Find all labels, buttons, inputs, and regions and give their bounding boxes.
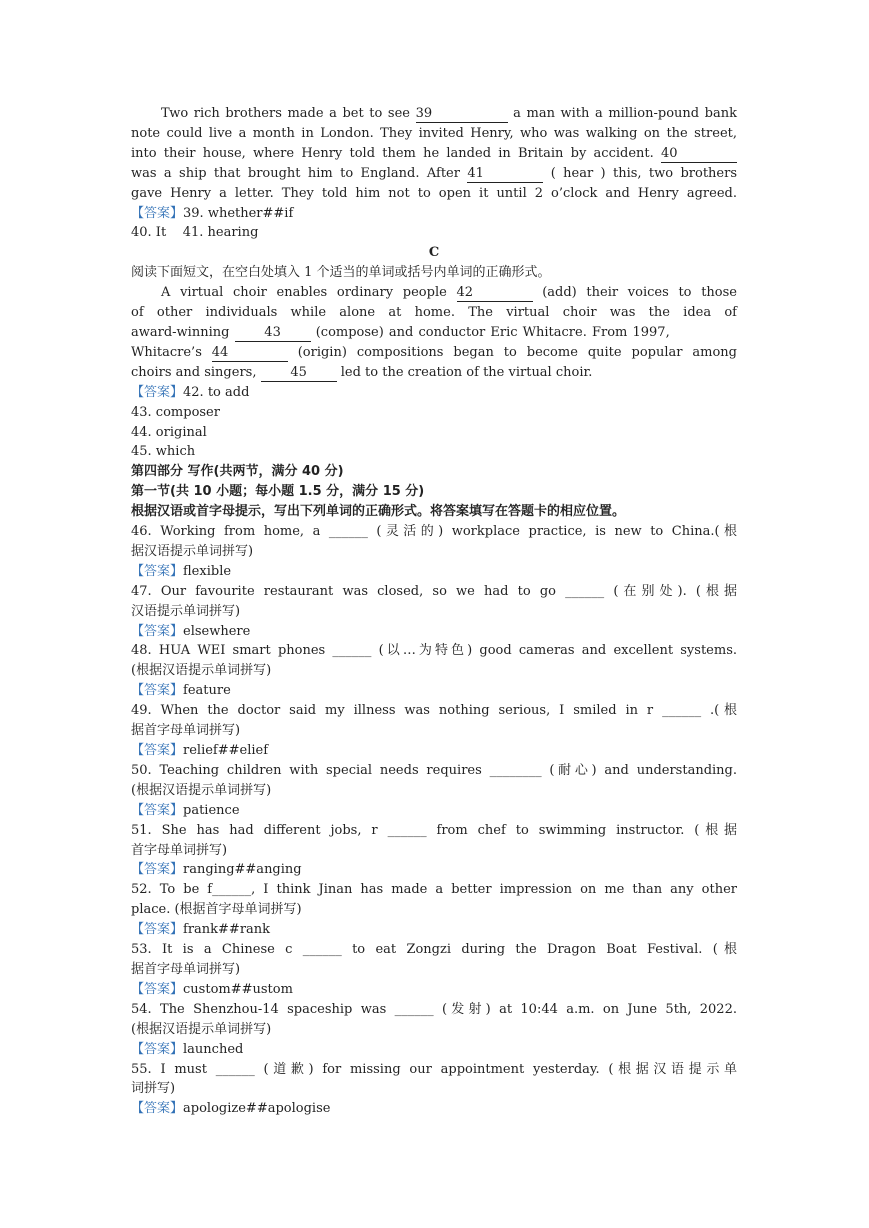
passage-b-line-3 xyxy=(131,144,737,164)
answer-tag: 【答案】 xyxy=(131,802,184,818)
question-item xyxy=(131,582,737,642)
blank-44: 44 xyxy=(212,345,288,362)
answer-line xyxy=(131,860,737,880)
passage-c-line-1 xyxy=(131,283,737,303)
answer-line xyxy=(131,801,737,821)
answer-text: frank##rank xyxy=(183,922,271,938)
section-heading: C xyxy=(428,245,440,261)
answer-text: launched xyxy=(183,1041,244,1057)
text: ( hear ) this, two brothers xyxy=(543,165,738,181)
answer-line: 44. original xyxy=(131,424,207,440)
section-instruction: 根据汉语或首字母提示，写出下列单词的正确形式。将答案填写在答题卡的相应位置。 xyxy=(131,504,626,520)
answer-text: ranging##anging xyxy=(183,862,302,878)
text: was a ship that brought him to England. After xyxy=(131,165,468,181)
question-text: (根据汉语提示单词拼写) xyxy=(131,782,272,798)
question-item xyxy=(131,1060,737,1120)
blank-45: 45 xyxy=(261,365,337,382)
passage-c-line-5 xyxy=(131,363,737,383)
blank-40: 40 xyxy=(661,146,737,163)
question-text: 52. To be f______, I think Jinan has made a better impression on me than any other xyxy=(131,882,737,898)
part-title: 第四部分 写作(共两节，满分 40 分) xyxy=(131,464,344,480)
text: award-winning xyxy=(131,324,235,340)
text: (compose) and conductor Eric Whitacre. From 1997, xyxy=(310,324,670,340)
answer-tag: 【答案】 xyxy=(131,205,184,221)
answer-line xyxy=(131,681,737,701)
question-item xyxy=(131,880,737,940)
question-text: 据汉语提示单词拼写) xyxy=(131,543,254,559)
answer-text: flexible xyxy=(183,563,232,579)
question-text: 首字母单词拼写) xyxy=(131,842,228,858)
question-text: 48. HUA WEI smart phones ______ (以…为特色) good cameras and excellent systems. xyxy=(131,643,737,659)
passage-b-line-5: gave Henry a letter. They told him not to open it until 2 o’clock and Henry agreed. xyxy=(131,185,737,201)
question-item xyxy=(131,701,737,761)
question-text: 55. I must ______ (道歉) for missing our appointment yesterday. (根据汉语提示单 xyxy=(131,1061,737,1077)
passage-b-line-2: note could live a month in London. They invited Henry, who was walking on the street, xyxy=(131,125,737,141)
question-text: 54. The Shenzhou-14 spaceship was ______ (发射) at 10:44 a.m. on June 5th, 2022. xyxy=(131,1001,737,1017)
text: led to the creation of the virtual choir. xyxy=(336,364,593,380)
answer-tag: 【答案】 xyxy=(131,862,184,878)
answer-tag: 【答案】 xyxy=(131,922,184,938)
question-text: 53. It is a Chinese c ______ to eat Zongzi during the Dragon Boat Festival. (根 xyxy=(131,942,737,958)
answer-line xyxy=(131,622,737,642)
question-text: 词拼写) xyxy=(131,1081,176,1097)
question-text: 46. Working from home, a ______ (灵活的) workplace practice, is new to China.(根 xyxy=(131,524,737,540)
question-list xyxy=(131,522,737,1119)
answer-line xyxy=(131,562,737,582)
passage-c-line-3 xyxy=(131,323,737,343)
answer-line xyxy=(131,920,737,940)
answer-tag: 【答案】 xyxy=(131,1101,184,1117)
answer-text: 39. whether##if xyxy=(183,205,294,221)
question-text: (根据汉语提示单词拼写) xyxy=(131,1021,272,1037)
question-text: 49. When the doctor said my illness was nothing serious, I smiled in r ______ .(根 xyxy=(131,703,737,719)
answer-text: feature xyxy=(183,683,231,699)
answer-line xyxy=(131,383,737,403)
question-text: (根据汉语提示单词拼写) xyxy=(131,663,272,679)
answer-tag: 【答案】 xyxy=(131,384,184,400)
question-item xyxy=(131,821,737,881)
answer-text: relief##elief xyxy=(183,743,269,758)
text: (origin) compositions began to become quite popular among xyxy=(287,344,737,360)
answer-line xyxy=(131,1040,737,1060)
text: choirs and singers, xyxy=(131,364,261,380)
passage-c-line-2: of other individuals while alone at home. The virtual choir was the idea of xyxy=(131,305,737,321)
answer-line xyxy=(131,741,737,761)
answer-tag: 【答案】 xyxy=(131,981,184,997)
passage-b-line-4 xyxy=(131,164,737,184)
blank-43: 43 xyxy=(235,325,311,342)
answer-text: elsewhere xyxy=(183,623,251,639)
text: (add) their voices to those xyxy=(532,285,737,301)
answer-tag: 【答案】 xyxy=(131,623,184,639)
answer-line: 43. composer xyxy=(131,404,220,420)
passage-b-line-1 xyxy=(131,104,737,124)
answer-line: 40. It 41. hearing xyxy=(131,225,259,241)
text: into their house, where Henry told them he landed in Britain by accident. xyxy=(131,145,661,161)
blank-41: 41 xyxy=(467,166,543,183)
question-item xyxy=(131,761,737,821)
text: Whitacre’s xyxy=(131,344,212,360)
section-title: 第一节(共 10 小题；每小题 1.5 分，满分 15 分) xyxy=(131,484,425,500)
blank-39: 39 xyxy=(416,106,508,123)
document-page xyxy=(131,104,737,1119)
section-instruction: 阅读下面短文，在空白处填入 1 个适当的单词或括号内单词的正确形式。 xyxy=(131,265,551,281)
answer-line xyxy=(131,204,737,224)
answer-text: apologize##apologise xyxy=(183,1101,331,1117)
answer-tag: 【答案】 xyxy=(131,1041,184,1057)
text: Two rich brothers made a bet to see xyxy=(161,106,416,121)
text: a man with a million-pound bank xyxy=(507,106,737,121)
question-item xyxy=(131,522,737,582)
answer-tag: 【答案】 xyxy=(131,563,184,579)
question-item xyxy=(131,940,737,1000)
answer-text: patience xyxy=(183,802,240,818)
question-text: 据首字母单词拼写) xyxy=(131,961,241,977)
answer-line xyxy=(131,1099,737,1119)
text: A virtual choir enables ordinary people xyxy=(161,285,457,301)
question-text: 50. Teaching children with special needs requires ________ (耐心) and understanding. xyxy=(131,762,737,778)
question-text: 汉语提示单词拼写) xyxy=(131,603,241,619)
blank-42: 42 xyxy=(457,285,533,302)
answer-line: 45. which xyxy=(131,444,196,460)
question-text: place. (根据首字母单词拼写) xyxy=(131,902,302,918)
passage-c-line-4 xyxy=(131,343,737,363)
question-text: 51. She has had different jobs, r ______ from chef to swimming instructor. (根据 xyxy=(131,822,737,838)
answer-line xyxy=(131,980,737,1000)
question-item xyxy=(131,1000,737,1060)
question-item xyxy=(131,641,737,701)
answer-text: 42. to add xyxy=(183,384,250,400)
answer-text: custom##ustom xyxy=(183,981,293,997)
answer-tag: 【答案】 xyxy=(131,683,184,699)
answer-tag: 【答案】 xyxy=(131,743,184,758)
question-text: 据首字母单词拼写) xyxy=(131,723,241,739)
question-text: 47. Our favourite restaurant was closed, so we had to go ______ (在别处). (根据 xyxy=(131,583,737,599)
